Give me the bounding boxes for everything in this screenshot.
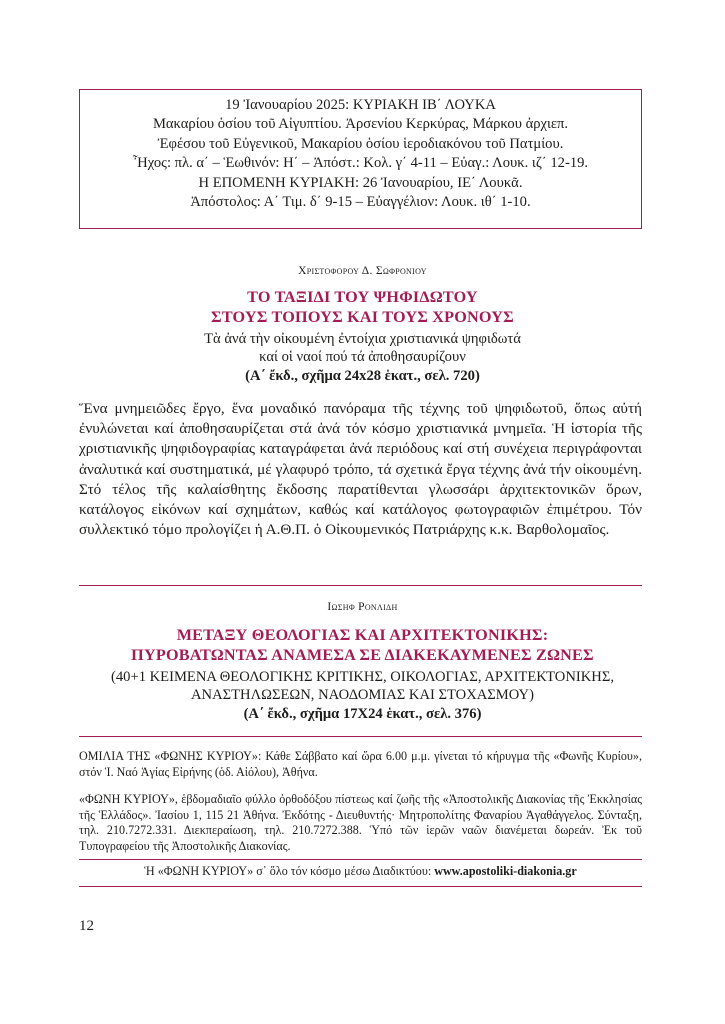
book1-title-line1: ΤΟ ΤΑΞΙΔΙ ΤΟΥ ΨΗΦΙΔΩΤΟΥ [247, 288, 478, 306]
website-link[interactable]: www.apostoliki-diakonia.gr [434, 864, 577, 878]
book1-author: Χριστοφορου Δ. Σωφρονιου [298, 265, 427, 277]
book1-subtitle-line2: καί οἱ ναοί πού τά ἀποθησαυρίζουν [259, 349, 466, 365]
date-line: 19 Ἰανουαρίου 2025: ΚΥΡΙΑΚΗ ΙΒ΄ ΛΟΥΚΑ [225, 97, 496, 113]
book2-author: Ιωσηφ Ρονλιδη [327, 601, 398, 613]
saints-line-2: Ἐφέσου τοῦ Εὐγενικοῦ, Μακαρίου ὁσίου ἱεροδιακόνου τοῦ Πατμίου. [157, 135, 564, 152]
book1-description: Ἕνα μνημειῶδες ἔργο, ἕνα μοναδικό πανόραμα τῆς τέχνης τοῦ ψηφιδωτοῦ, ὅπως αὐτή ἐνυλώνεται καί ἀποθησαυρίζεται στά ἀνά τόν κόσμο χριστιανικά μνημεῖα. Ἡ ἱστορία τῆς χριστιανικῆς ψηφιδογραφίας καταγράφεται ἀνά περιόδους καί στή συνέχεια περιγράφονται ἀναλυτικά καί συστηματικά, μέ γλαφυρό τρόπο, τά σχετικά ἔργα τέχνης ἀνά τήν οἰκουμένη. Στό τέλος τῆς καλαίσθητης ἔκδοσης παρατίθενται γλωσσάρι ἀρχιτεκτονικῶν ὅρων, κατάλογος εἰκόνων καί σχημάτων, καθώς καί κατάλογος φωτογραφιῶν ἐπιμέτρου. Τόν συλλεκτικό τόμο προλογίζει ἡ Α.Θ.Π. ὁ Οἰκουμενικός Πατριάρχης κ.κ. Βαρθολομαῖος. [79, 400, 642, 539]
liturgical-info-box [79, 89, 642, 229]
book1-subtitle-line1: Τὰ ἀνά τὴν οἰκουμένη ἐντοίχια χριστιανικά ψηφιδωτά [204, 331, 521, 347]
book1-edition: (Α΄ ἔκδ., σχῆμα 24x28 ἑκατ., σελ. 720) [245, 368, 480, 384]
readings-line: Ἦχος: πλ. α΄ – Ἑωθινόν: Η΄ – Ἀπόστ.: Κολ. γ΄ 4-11 – Εὐαγ.: Λουκ. ιζ΄ 12-19. [132, 155, 589, 172]
book2-edition: (Α΄ ἔκδ., σχῆμα 17Χ24 ἑκατ., σελ. 376) [243, 706, 482, 722]
web-notice-text: Ἡ «ΦΩΝΗ ΚΥΡΙΟΥ» σ᾿ ὅλο τόν κόσμο μέσω Διαδικτύου: [144, 864, 435, 878]
footer-bottom-rule [79, 886, 642, 887]
book2-subtitle-line2: ΑΝΑΣΤΗΛΩΣΕΩΝ, ΝΑΟΔΟΜΙΑΣ ΚΑΙ ΣΤΟΧΑΣΜΟΥ) [191, 687, 534, 703]
footer-mid-rule [79, 859, 642, 860]
footer-top-rule [79, 736, 642, 737]
web-notice [79, 864, 642, 880]
section-divider [79, 585, 642, 586]
book1-title-line2: ΣΤΟΥΣ ΤΟΠΟΥΣ ΚΑΙ ΤΟΥΣ ΧΡΟΝΟΥΣ [211, 308, 514, 326]
homily-notice: ΟΜΙΛΙΑ ΤΗΣ «ΦΩΝΗΣ ΚΥΡΙΟΥ»: Κάθε Σάββατο καί ὥρα 6.00 μ.μ. γίνεται τό κήρυγμα τῆς «Φωνῆς Κυρίου», στόν Ἱ. Ναό Ἁγίας Εἰρήνης (ὁδ. Αἰόλου), Ἀθήνα. [79, 749, 642, 779]
book2-subtitle-line1: (40+1 ΚΕΙΜΕΝΑ ΘΕΟΛΟΓΙΚΗΣ ΚΡΙΤΙΚΗΣ, ΟΙΚΟΛΟΓΙΑΣ, ΑΡΧΙΤΕΚΤΟΝΙΚΗΣ, [111, 669, 614, 685]
book2-title-line2: ΠΥΡΟΒΑΤΩΝΤΑΣ ΑΝΑΜΕΣΑ ΣΕ ΔΙΑΚΕΚΑΥΜΕΝΕΣ ΖΩΝΕΣ [131, 646, 594, 664]
book2-title-line1: ΜΕΤΑΞΥ ΘΕΟΛΟΓΙΑΣ ΚΑΙ ΑΡΧΙΤΕΚΤΟΝΙΚΗΣ: [176, 626, 549, 644]
page-number: 12 [79, 918, 94, 934]
next-sunday-line: Η ΕΠΟΜΕΝΗ ΚΥΡΙΑΚΗ: 26 Ἰανουαρίου, ΙΕ΄ Λουκᾶ. [198, 174, 523, 191]
saints-line-1: Μακαρίου ὁσίου τοῦ Αἰγυπτίου. Ἀρσενίου Κερκύρας, Μάρκου ἀρχιεπ. [152, 116, 569, 133]
next-readings-line: Ἀπόστολος: Α΄ Τιμ. δ΄ 9-15 – Εὐαγγέλιον: Λουκ. ιθ΄ 1-10. [190, 194, 531, 211]
publisher-notice: «ΦΩΝΗ ΚΥΡΙΟΥ», ἑβδομαδιαῖο φύλλο ὀρθοδόξου πίστεως καί ζωῆς τῆς «Ἀποστολικῆς Διακονίας τῆς Ἐκκλησίας τῆς Ἑλλάδος». Ἰασίου 1, 115 21 Ἀθήνα. Ἐκδότης - Διευθυντής· Μητροπολίτης Φαναρίου Ἀγαθάγγελος. Σύνταξη, τηλ. 210.7272.331. Διεκπεραίωση, τηλ. 210.7272.388. Ὑπό τῶν ἱερῶν ναῶν διανέμεται δωρεάν. Ἐκ τοῦ Τυπογραφείου τῆς Ἀποστολικῆς Διακονίας. [79, 792, 642, 853]
